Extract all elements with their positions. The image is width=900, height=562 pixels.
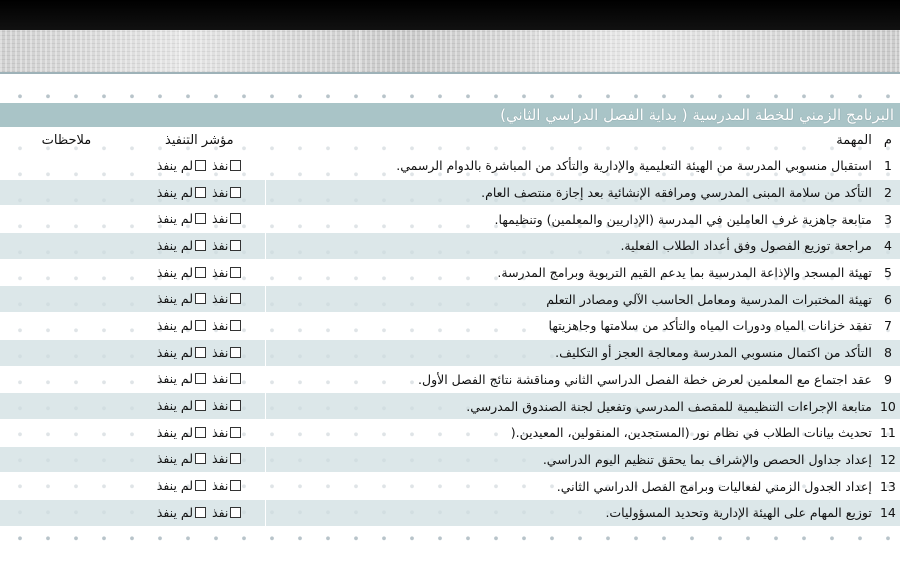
row-number: 8 bbox=[876, 339, 900, 366]
header-num: م bbox=[876, 128, 900, 153]
done-label: نفذ bbox=[212, 371, 229, 387]
row-task: تفقد خزانات المياه ودورات المياه والتأكد من سلامتها وجاهزيتها bbox=[266, 313, 876, 340]
not-done-checkbox[interactable] bbox=[195, 320, 206, 331]
table-row bbox=[0, 153, 900, 180]
done-option[interactable] bbox=[212, 451, 241, 466]
row-number: 14 bbox=[876, 499, 900, 526]
row-number: 7 bbox=[876, 313, 900, 340]
not-done-label: لم ينفذ bbox=[156, 211, 194, 227]
table-body bbox=[0, 153, 900, 527]
row-task: إعداد الجدول الزمني لفعاليات وبرامج الفصل الدراسي الثاني. bbox=[266, 473, 876, 500]
not-done-checkbox[interactable] bbox=[195, 240, 206, 251]
row-notes[interactable] bbox=[0, 499, 133, 526]
row-notes[interactable] bbox=[0, 339, 133, 366]
done-checkbox[interactable] bbox=[230, 293, 241, 304]
done-label: نفذ bbox=[212, 451, 229, 467]
not-done-label: لم ينفذ bbox=[156, 317, 194, 333]
not-done-checkbox[interactable] bbox=[195, 507, 206, 518]
decorative-header-band bbox=[0, 30, 900, 72]
row-notes[interactable] bbox=[0, 179, 133, 206]
not-done-checkbox[interactable] bbox=[195, 160, 206, 171]
done-label: نفذ bbox=[212, 264, 229, 280]
row-indicator bbox=[133, 366, 266, 393]
done-option[interactable] bbox=[212, 265, 241, 280]
table-row bbox=[0, 339, 900, 366]
done-checkbox[interactable] bbox=[230, 453, 241, 464]
row-task: إعداد جداول الحصص والإشراف بما يحقق تنظيم اليوم الدراسي. bbox=[266, 446, 876, 473]
table-row bbox=[0, 366, 900, 393]
not-done-label: لم ينفذ bbox=[156, 398, 194, 414]
not-done-label: لم ينفذ bbox=[156, 371, 194, 387]
not-done-checkbox[interactable] bbox=[195, 293, 206, 304]
table-row bbox=[0, 206, 900, 233]
top-dark-band bbox=[0, 0, 900, 30]
done-checkbox[interactable] bbox=[230, 267, 241, 278]
not-done-option[interactable] bbox=[157, 398, 206, 413]
row-notes[interactable] bbox=[0, 446, 133, 473]
table-row bbox=[0, 313, 900, 340]
done-label: نفذ bbox=[212, 237, 229, 253]
not-done-option[interactable] bbox=[157, 371, 206, 386]
row-task: متابعة جاهزية غرف العاملين في المدرسة (الإداريين والمعلمين) وتنظيمها. bbox=[266, 206, 876, 233]
row-indicator bbox=[133, 153, 266, 180]
not-done-option[interactable] bbox=[157, 318, 206, 333]
row-number: 9 bbox=[876, 366, 900, 393]
row-number: 5 bbox=[876, 259, 900, 286]
not-done-option[interactable] bbox=[157, 265, 206, 280]
done-label: نفذ bbox=[212, 424, 229, 440]
done-label: نفذ bbox=[212, 317, 229, 333]
row-task: تحديث بيانات الطلاب في نظام نور (المستجدين، المنقولين، المعيدين.( bbox=[266, 419, 876, 446]
row-notes[interactable] bbox=[0, 286, 133, 313]
not-done-checkbox[interactable] bbox=[195, 480, 206, 491]
done-option[interactable] bbox=[212, 505, 241, 520]
not-done-checkbox[interactable] bbox=[195, 453, 206, 464]
row-number: 10 bbox=[876, 393, 900, 420]
table-header-row bbox=[0, 128, 900, 153]
not-done-label: لم ينفذ bbox=[156, 264, 194, 280]
header-indicator: مؤشر التنفيذ bbox=[133, 128, 266, 153]
row-number: 6 bbox=[876, 286, 900, 313]
row-notes[interactable] bbox=[0, 259, 133, 286]
divider bbox=[0, 72, 900, 74]
not-done-option[interactable] bbox=[157, 345, 206, 360]
header-notes: ملاحظات bbox=[0, 128, 133, 153]
done-checkbox[interactable] bbox=[230, 400, 241, 411]
row-notes[interactable] bbox=[0, 153, 133, 180]
row-notes[interactable] bbox=[0, 366, 133, 393]
not-done-label: لم ينفذ bbox=[156, 184, 194, 200]
school-plan-table bbox=[0, 128, 900, 527]
done-option[interactable] bbox=[212, 318, 241, 333]
done-label: نفذ bbox=[212, 157, 229, 173]
row-indicator bbox=[133, 259, 266, 286]
done-option[interactable] bbox=[212, 371, 241, 386]
table-row bbox=[0, 393, 900, 420]
not-done-label: لم ينفذ bbox=[156, 291, 194, 307]
table-row bbox=[0, 259, 900, 286]
table-row bbox=[0, 233, 900, 260]
done-label: نفذ bbox=[212, 344, 229, 360]
not-done-option[interactable] bbox=[157, 505, 206, 520]
table-row bbox=[0, 419, 900, 446]
row-number: 2 bbox=[876, 179, 900, 206]
not-done-option[interactable] bbox=[157, 291, 206, 306]
row-task: التأكد من اكتمال منسوبي المدرسة ومعالجة العجز أو التكليف. bbox=[266, 339, 876, 366]
done-checkbox[interactable] bbox=[230, 240, 241, 251]
row-task: التأكد من سلامة المبنى المدرسي ومرافقه الإنشائية بعد إجازة منتصف العام. bbox=[266, 179, 876, 206]
done-option[interactable] bbox=[212, 345, 241, 360]
not-done-option[interactable] bbox=[157, 158, 206, 173]
row-notes[interactable] bbox=[0, 206, 133, 233]
not-done-option[interactable] bbox=[157, 451, 206, 466]
done-checkbox[interactable] bbox=[230, 507, 241, 518]
done-checkbox[interactable] bbox=[230, 480, 241, 491]
row-notes[interactable] bbox=[0, 313, 133, 340]
table-row bbox=[0, 499, 900, 526]
row-indicator bbox=[133, 499, 266, 526]
done-checkbox[interactable] bbox=[230, 160, 241, 171]
not-done-checkbox[interactable] bbox=[195, 400, 206, 411]
not-done-label: لم ينفذ bbox=[156, 451, 194, 467]
done-label: نفذ bbox=[212, 504, 229, 520]
row-number: 3 bbox=[876, 206, 900, 233]
not-done-checkbox[interactable] bbox=[195, 187, 206, 198]
row-indicator bbox=[133, 179, 266, 206]
document-title: البرنامج الزمني للخطة المدرسية ( بداية الفصل الدراسي الثاني) bbox=[0, 103, 900, 127]
row-number: 11 bbox=[876, 419, 900, 446]
row-task: توزيع المهام على الهيئة الإدارية وتحديد المسؤوليات. bbox=[266, 499, 876, 526]
row-indicator bbox=[133, 446, 266, 473]
row-indicator bbox=[133, 206, 266, 233]
not-done-checkbox[interactable] bbox=[195, 427, 206, 438]
row-notes[interactable] bbox=[0, 419, 133, 446]
not-done-label: لم ينفذ bbox=[156, 237, 194, 253]
row-task: تهيئة المختبرات المدرسية ومعامل الحاسب الآلي ومصادر التعلم bbox=[266, 286, 876, 313]
row-indicator bbox=[133, 233, 266, 260]
done-option[interactable] bbox=[212, 185, 241, 200]
done-checkbox[interactable] bbox=[230, 187, 241, 198]
not-done-label: لم ينفذ bbox=[156, 504, 194, 520]
done-label: نفذ bbox=[212, 211, 229, 227]
not-done-label: لم ينفذ bbox=[156, 157, 194, 173]
done-label: نفذ bbox=[212, 478, 229, 494]
row-task: متابعة الإجراءات التنظيمية للمقصف المدرسي وتفعيل لجنة الصندوق المدرسي. bbox=[266, 393, 876, 420]
not-done-option[interactable] bbox=[157, 478, 206, 493]
not-done-option[interactable] bbox=[157, 425, 206, 440]
row-number: 1 bbox=[876, 153, 900, 180]
done-option[interactable] bbox=[212, 291, 241, 306]
not-done-option[interactable] bbox=[157, 238, 206, 253]
table-row bbox=[0, 286, 900, 313]
not-done-option[interactable] bbox=[157, 211, 206, 226]
not-done-label: لم ينفذ bbox=[156, 478, 194, 494]
not-done-checkbox[interactable] bbox=[195, 267, 206, 278]
done-label: نفذ bbox=[212, 291, 229, 307]
header-task: المهمة bbox=[266, 128, 876, 153]
not-done-label: لم ينفذ bbox=[156, 344, 194, 360]
row-indicator bbox=[133, 473, 266, 500]
table-row bbox=[0, 473, 900, 500]
done-option[interactable] bbox=[212, 238, 241, 253]
not-done-checkbox[interactable] bbox=[195, 373, 206, 384]
row-indicator bbox=[133, 393, 266, 420]
row-task: عقد اجتماع مع المعلمين لعرض خطة الفصل الدراسي الثاني ومناقشة نتائج الفصل الأول. bbox=[266, 366, 876, 393]
done-label: نفذ bbox=[212, 184, 229, 200]
not-done-label: لم ينفذ bbox=[156, 424, 194, 440]
row-notes[interactable] bbox=[0, 233, 133, 260]
row-indicator bbox=[133, 286, 266, 313]
row-number: 4 bbox=[876, 233, 900, 260]
done-checkbox[interactable] bbox=[230, 320, 241, 331]
done-option[interactable] bbox=[212, 158, 241, 173]
row-task: تهيئة المسجد والإذاعة المدرسية بما يدعم القيم التربوية وبرامج المدرسة. bbox=[266, 259, 876, 286]
row-task: استقبال منسوبي المدرسة من الهيئة التعليمية والإدارية والتأكد من المباشرة بالدوام الرسمي. bbox=[266, 153, 876, 180]
done-option[interactable] bbox=[212, 211, 241, 226]
done-checkbox[interactable] bbox=[230, 427, 241, 438]
not-done-checkbox[interactable] bbox=[195, 213, 206, 224]
row-indicator bbox=[133, 339, 266, 366]
row-number: 12 bbox=[876, 446, 900, 473]
not-done-option[interactable] bbox=[157, 185, 206, 200]
row-task: مراجعة توزيع الفصول وفق أعداد الطلاب الفعلية. bbox=[266, 233, 876, 260]
done-checkbox[interactable] bbox=[230, 213, 241, 224]
done-option[interactable] bbox=[212, 478, 241, 493]
table-row bbox=[0, 446, 900, 473]
done-checkbox[interactable] bbox=[230, 347, 241, 358]
done-option[interactable] bbox=[212, 425, 241, 440]
row-indicator bbox=[133, 313, 266, 340]
row-notes[interactable] bbox=[0, 393, 133, 420]
done-checkbox[interactable] bbox=[230, 373, 241, 384]
row-indicator bbox=[133, 419, 266, 446]
done-label: نفذ bbox=[212, 398, 229, 414]
done-option[interactable] bbox=[212, 398, 241, 413]
not-done-checkbox[interactable] bbox=[195, 347, 206, 358]
table-row bbox=[0, 179, 900, 206]
row-number: 13 bbox=[876, 473, 900, 500]
row-notes[interactable] bbox=[0, 473, 133, 500]
